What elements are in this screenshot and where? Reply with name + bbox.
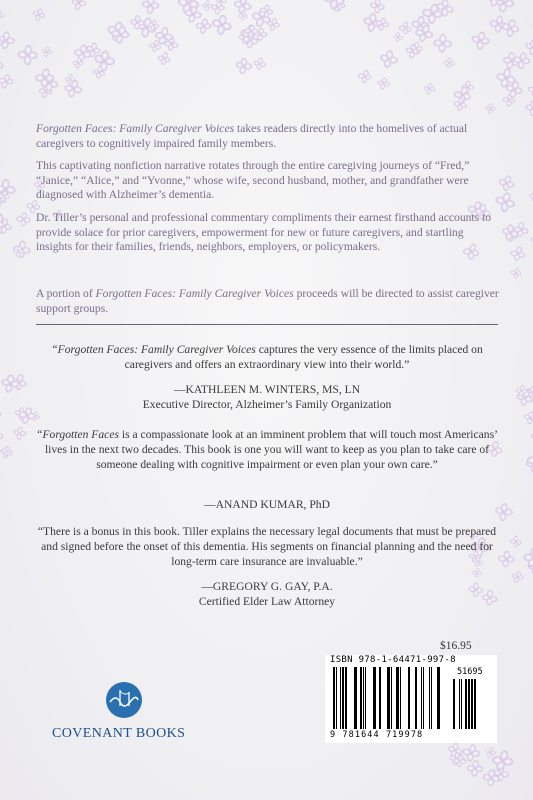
addon-barcode-bar xyxy=(471,679,473,729)
barcode-bar xyxy=(437,667,440,729)
addon-barcode-bar xyxy=(459,679,460,729)
barcode-bar xyxy=(354,667,357,729)
blurb-paragraph-1: Forgotten Faces: Family Caregiver Voices takes readers directly into the homelives of actual caregivers to cognitively impaired family members. xyxy=(36,122,468,150)
barcode-bar xyxy=(363,667,364,729)
barcode-bar xyxy=(408,667,410,729)
barcode-bar xyxy=(345,667,347,729)
barcode-bar xyxy=(333,667,335,729)
barcode-bar xyxy=(415,667,417,729)
barcode-bar xyxy=(360,667,362,729)
flower-petal xyxy=(529,194,533,198)
barcode-bar xyxy=(400,667,401,729)
barcode-bar xyxy=(387,667,390,729)
endorsement-3-quote: “There is a bonus in this book. Tiller explains the necessary legal documents that must be prepared and signed before the onset of this dementia. His segments on financial planning and the need for long-term care insurance are invaluable.” xyxy=(37,525,497,568)
addon-barcode-bar xyxy=(453,679,455,729)
endorsement-3-author: —GREGORY G. GAY, P.A. xyxy=(201,580,333,593)
flower-petal xyxy=(527,86,533,93)
isbn-number: ISBN 978-1-64471-997-8 xyxy=(330,655,456,665)
flower-petal xyxy=(518,222,524,230)
price-addon-digits: 51695 xyxy=(457,667,483,677)
price: $16.95 xyxy=(440,640,472,652)
flower-petal xyxy=(0,432,4,441)
flower-petal xyxy=(241,58,247,66)
covenant-books-logo-icon xyxy=(104,680,144,720)
blurb-paragraph-3: Dr. Tiller’s personal and professional commentary compliments their earnest firsthand accounts to provide solace for prior caregivers, empowerment for new or future caregivers, and startling insights for their families, friends, neighbors, employers, or policymakers. xyxy=(36,211,492,254)
barcode-bar xyxy=(336,667,337,729)
barcode-bar xyxy=(421,667,422,729)
barcode-bar xyxy=(423,667,424,729)
flower-petal xyxy=(0,411,2,416)
blurb-paragraph-4: A portion of Forgotten Faces: Family Caregiver Voices proceeds will be directed to assist caregiver support groups. xyxy=(36,287,499,315)
flower-petal xyxy=(0,62,4,70)
barcode-bar xyxy=(379,667,381,729)
endorsement-3-role: Certified Elder Law Attorney xyxy=(198,595,336,608)
barcode-bar xyxy=(373,667,376,729)
flower-petal xyxy=(396,32,400,37)
endorsement-2-quote: “Forgotten Faces is a compassionate look at an imminent problem that will touch most Americans’ lives in the next two decades. This book is one you will want to keep as you plan to take care of someone dealing with cognitive impairment or even plan your own care.” xyxy=(36,428,498,471)
barcode-bar xyxy=(391,667,392,729)
isbn-barcode xyxy=(325,655,497,743)
blurb-paragraph-2: This captivating nonfiction narrative rotates through the entire caregiving journeys of “Fred,” “Janice,” “Alice,” and “Yvonne,” whose wife, second husband, mother, and grandfather were diagnosed with Alzheimer’s dementia. xyxy=(36,159,470,202)
endorsement-1-role: Executive Director, Alzheimer’s Family Organization xyxy=(142,398,392,411)
addon-barcode-bar xyxy=(461,679,462,729)
barcode-bar xyxy=(396,667,399,729)
addon-barcode-bar xyxy=(468,679,470,729)
barcode-bar xyxy=(340,667,341,729)
barcode-bar xyxy=(365,667,366,729)
barcode-bar xyxy=(342,667,344,729)
publisher-name: COVENANT BOOKS xyxy=(52,726,186,741)
ean-digits: 9 781644 719978 xyxy=(330,730,424,740)
addon-barcode-bar xyxy=(465,679,467,729)
endorsement-1-author: —KATHLEEN M. WINTERS, MS, LN xyxy=(173,383,361,396)
endorsement-2-author: —ANAND KUMAR, PhD xyxy=(204,498,330,511)
barcode-bar xyxy=(429,667,430,729)
barcode-bar xyxy=(431,667,432,729)
section-divider xyxy=(36,324,498,325)
endorsement-1-quote: “Forgotten Faces: Family Caregiver Voices captures the very essence of the limits placed on caregivers and offers an extraordinary view into their world.” xyxy=(51,343,483,371)
addon-barcode-bar xyxy=(474,679,476,729)
